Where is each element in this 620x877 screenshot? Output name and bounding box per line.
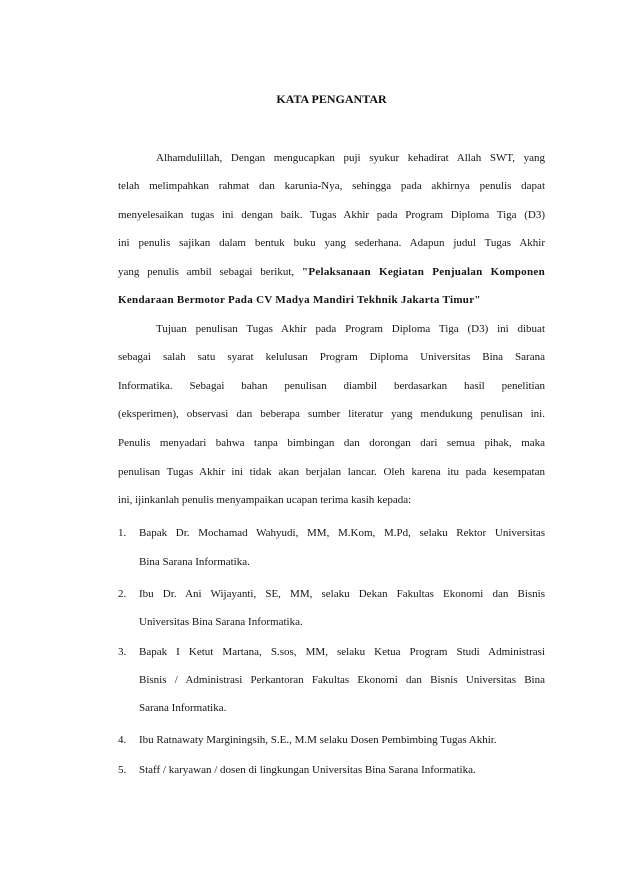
page-title: KATA PENGANTAR <box>276 92 387 106</box>
list-number: 2. <box>118 588 127 600</box>
list-number: 1. <box>118 527 127 539</box>
list-item-line: Bisnis / Administrasi Perkantoran Fakultas Ekonomi dan Bisnis Universitas Bina <box>139 674 545 686</box>
paragraph-line: ini penulis sajikan dalam bentuk buku yang sederhana. Adapun judul Tugas Akhir <box>118 237 545 249</box>
paragraph-line: ini, ijinkanlah penulis menyampaikan ucapan terima kasih kepada: <box>118 494 412 506</box>
paragraph-line <box>118 264 545 280</box>
thesis-title-text: "Pelaksanaan Kegiatan Penjualan Komponen <box>301 266 545 278</box>
paragraph-line: telah melimpahkan rahmat dan karunia-Nya, sehingga pada akhirnya penulis dapat <box>118 180 545 192</box>
list-item-line: Ibu Dr. Ani Wijayanti, SE, MM, selaku Dekan Fakultas Ekonomi dan Bisnis <box>139 588 545 600</box>
paragraph-line: Tujuan penulisan Tugas Akhir pada Program Diploma Tiga (D3) ini dibuat <box>156 323 545 335</box>
list-item-line: Bina Sarana Informatika. <box>139 556 250 568</box>
list-item-line: Sarana Informatika. <box>139 702 227 714</box>
thesis-title-text: Kendaraan Bermotor Pada CV Madya Mandiri Tekhnik Jakarta Timur" <box>118 294 481 306</box>
paragraph-text: yang penulis ambil sebagai berikut, <box>118 266 295 278</box>
paragraph-line: (eksperimen), observasi dan beberapa sumber literatur yang mendukung penulisan ini. <box>118 408 545 420</box>
list-item-line: Universitas Bina Sarana Informatika. <box>139 616 303 628</box>
list-number: 3. <box>118 646 127 658</box>
paragraph-line: Alhamdulillah, Dengan mengucapkan puji syukur kehadirat Allah SWT, yang <box>156 152 545 164</box>
paragraph-line: menyelesaikan tugas ini dengan baik. Tugas Akhir pada Program Diploma Tiga (D3) <box>118 209 545 221</box>
paragraph-line: Informatika. Sebagai bahan penulisan diambil berdasarkan hasil penelitian <box>118 380 545 392</box>
paragraph-line: Penulis menyadari bahwa tanpa bimbingan dan dorongan dari semua pihak, maka <box>118 437 545 449</box>
list-item-line: Bapak Dr. Mochamad Wahyudi, MM, M.Kom, M.Pd, selaku Rektor Universitas <box>139 527 545 539</box>
list-item-line: Bapak I Ketut Martana, S.sos, MM, selaku Ketua Program Studi Administrasi <box>139 646 545 658</box>
list-number: 4. <box>118 734 127 746</box>
paragraph-line: penulisan Tugas Akhir ini tidak akan berjalan lancar. Oleh karena itu pada kesempatan <box>118 466 545 478</box>
list-item-line: Ibu Ratnawaty Marginingsih, S.E., M.M selaku Dosen Pembimbing Tugas Akhir. <box>139 734 497 746</box>
paragraph-line: sebagai salah satu syarat kelulusan Program Diploma Universitas Bina Sarana <box>118 351 545 363</box>
list-number: 5. <box>118 764 127 776</box>
list-item-line: Staff / karyawan / dosen di lingkungan Universitas Bina Sarana Informatika. <box>139 764 476 776</box>
